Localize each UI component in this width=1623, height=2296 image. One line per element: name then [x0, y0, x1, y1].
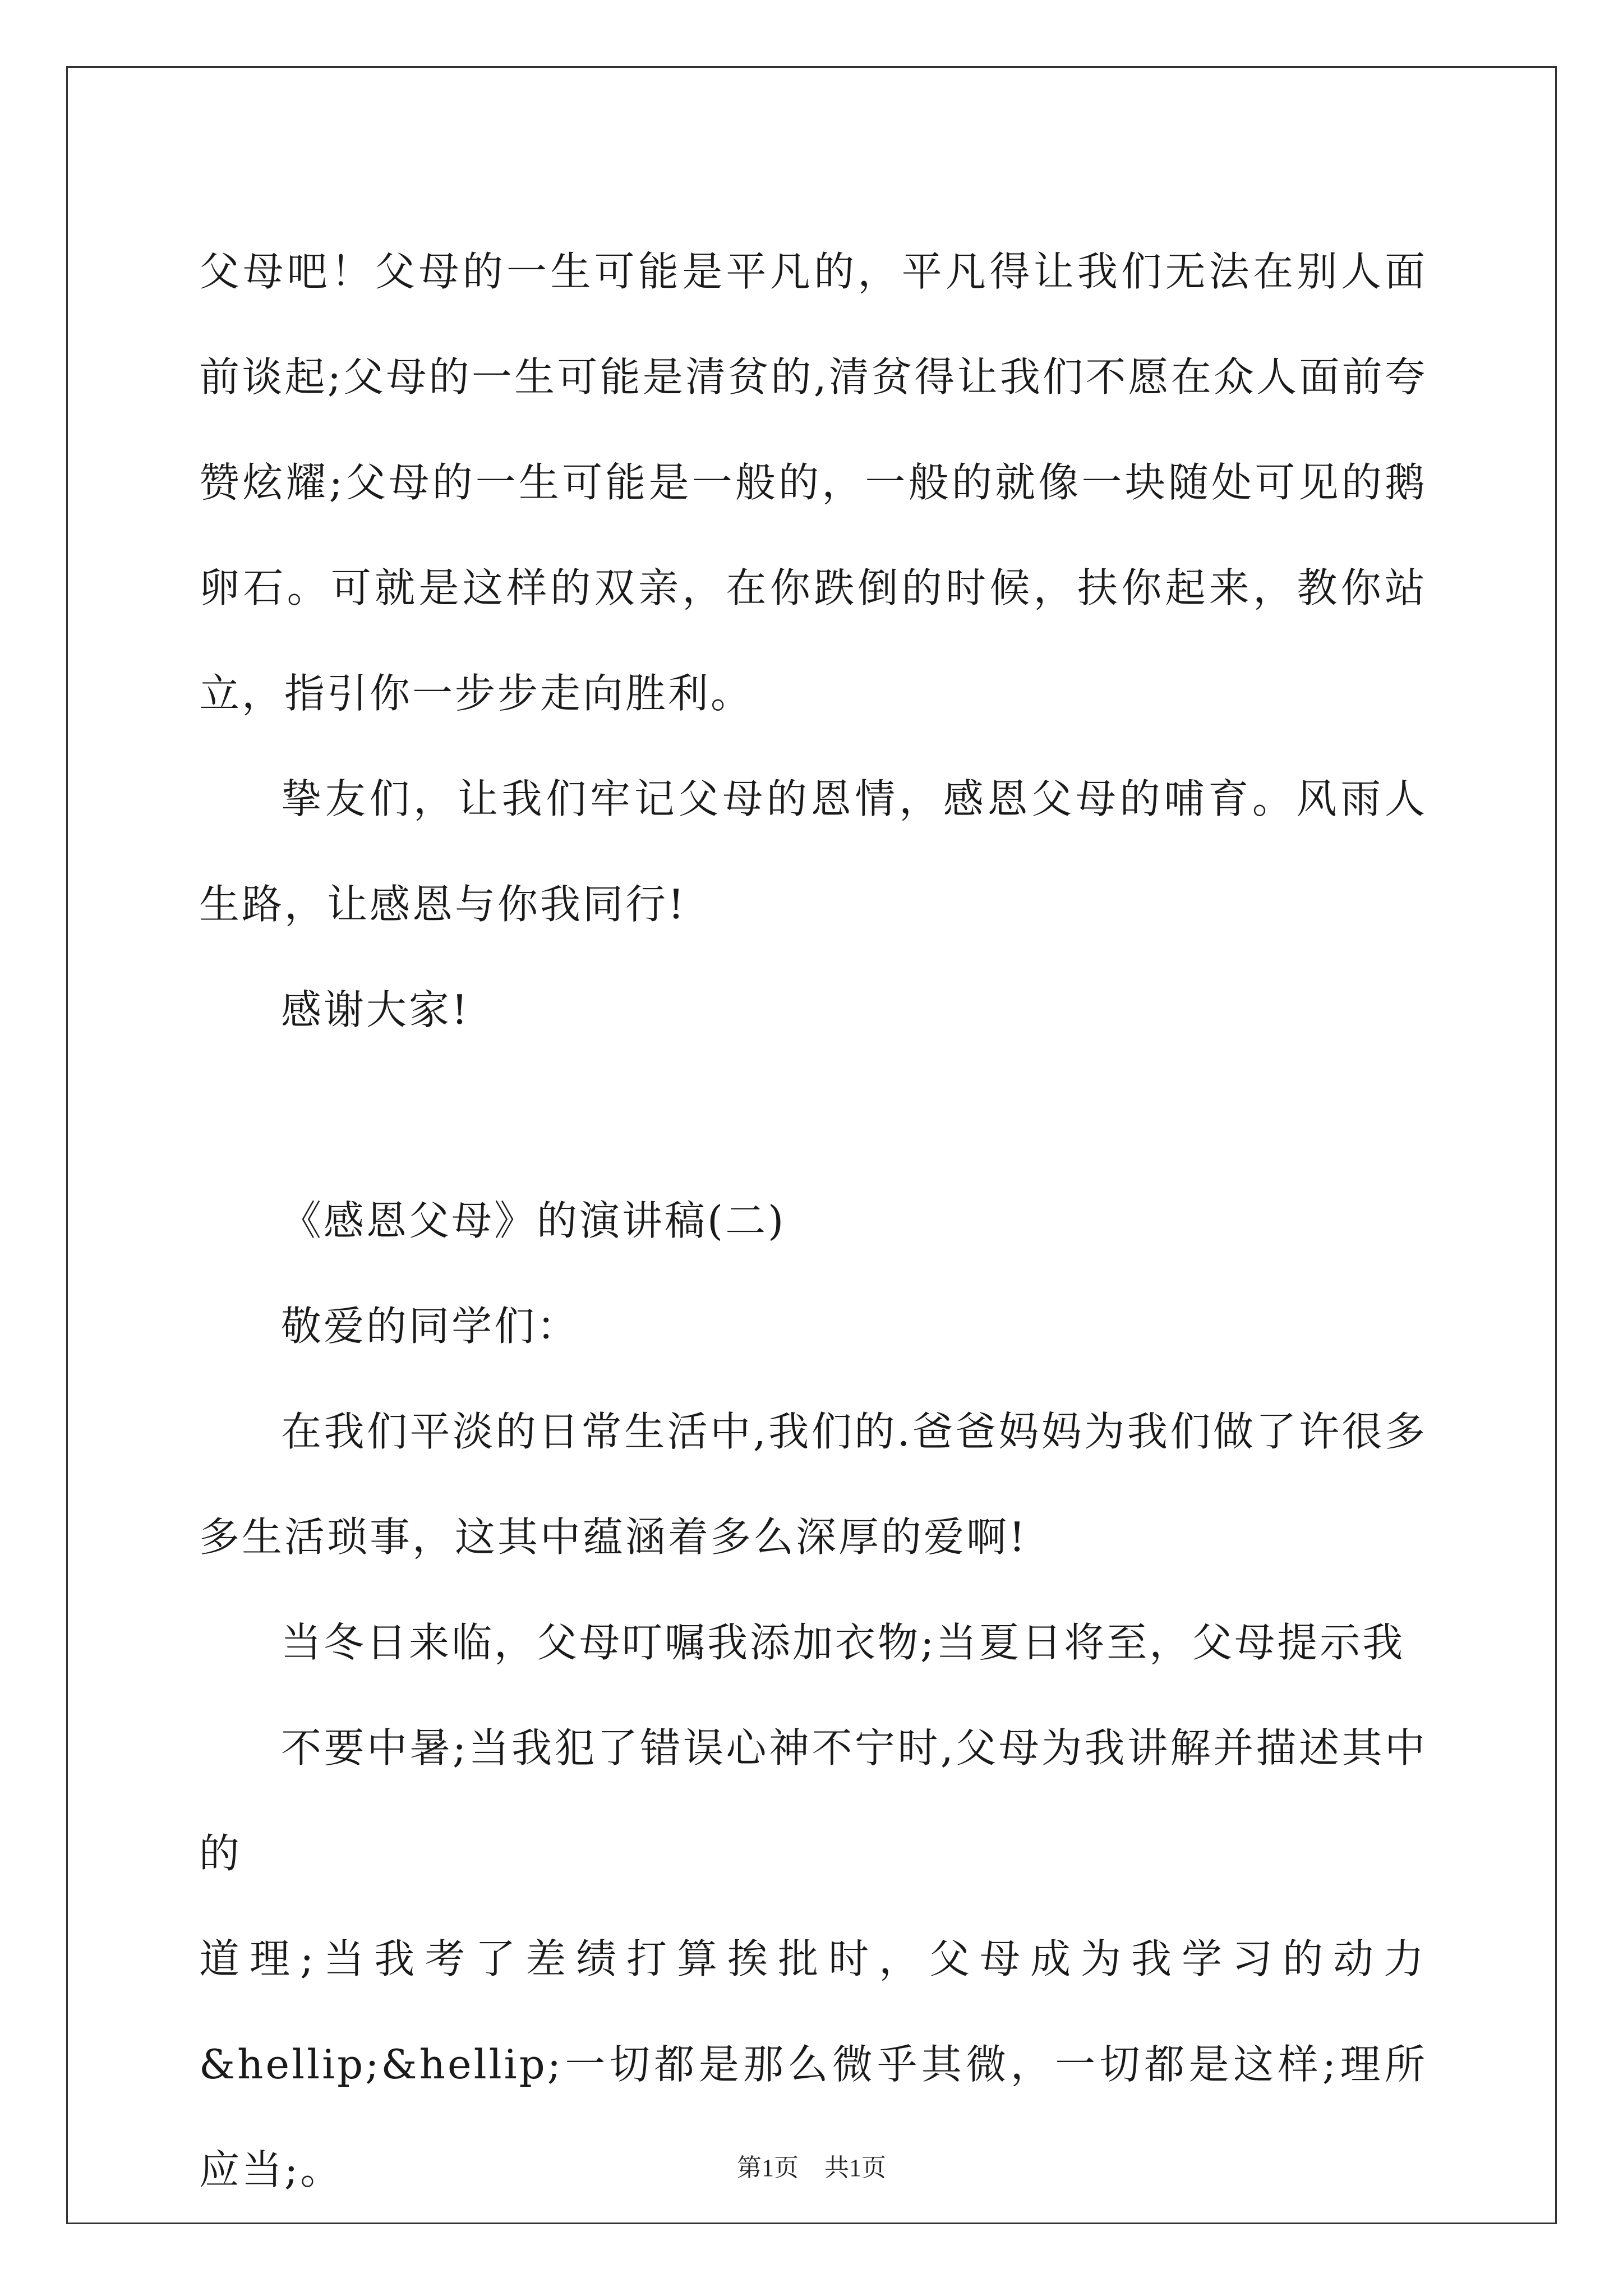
document-body	[199, 219, 1427, 2223]
section-title: 《感恩父母》的演讲稿(二)	[281, 1197, 786, 1244]
paragraph-3: 感谢大家!	[281, 986, 470, 1033]
page-footer	[0, 2151, 1623, 2185]
paragraph-4: 在我们平淡的日常生活中,我们的.爸爸妈妈为我们做了许很多多生活琐事，这其中蕴涵着多么深厚的爱啊!	[199, 1408, 1427, 1561]
paragraph-5: 当冬日来临，父母叮嘱我添加衣物;当夏日将至，父母提示我	[281, 1619, 1405, 1666]
paragraph-6: 不要中暑;当我犯了错误心神不宁时,父母为我讲解并描述其中的	[199, 1724, 1427, 1877]
page-total: 共1页	[824, 2154, 886, 2182]
salutation: 敬爱的同学们：	[281, 1303, 580, 1350]
paragraph-8: &hellip;&hellip;一切都是那么微乎其微，一切都是这样;理所应当;。	[199, 2041, 1427, 2193]
page-number: 第1页	[737, 2154, 799, 2182]
paragraph-1: 父母吧！父母的一生可能是平凡的，平凡得让我们无法在别人面前谈起;父母的一生可能是清贫的,清贫得让我们不愿在众人面前夸赞炫耀;父母的一生可能是一般的，一般的就像一块随处可见的鹅卵石。可就是这样的双亲，在你跌倒的时候，扶你起来，教你站立，指引你一步步走向胜利。	[199, 248, 1427, 717]
paragraph-2: 挚友们，让我们牢记父母的恩情，感恩父母的哺育。风雨人生路，让感恩与你我同行!	[199, 775, 1427, 928]
paragraph-7: 道理;当我考了差绩打算挨批时，父母成为我学习的动力	[199, 1935, 1427, 1982]
